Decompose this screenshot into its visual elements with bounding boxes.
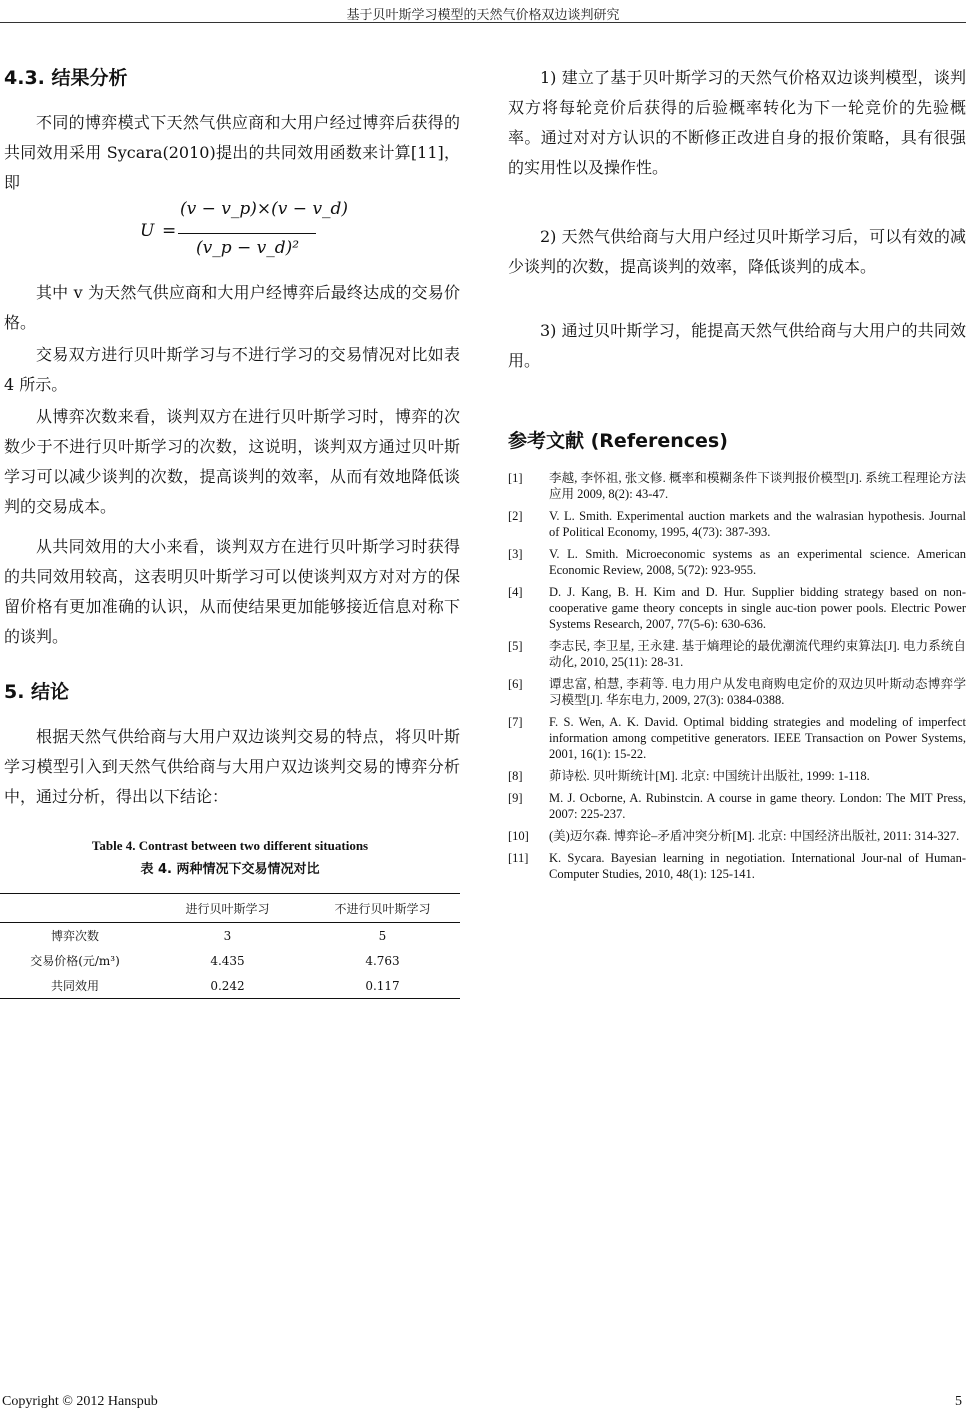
table-row xyxy=(0,948,460,973)
footer-page-number: 5 xyxy=(955,1394,962,1409)
section-4-3-title: 4.3. 结果分析 xyxy=(4,67,128,89)
reference-item: [8] 茆诗松. 贝叶斯统计[M]. 北京: 中国统计出版社, 1999: 1-118. xyxy=(508,769,870,783)
table-cell: 4.763 xyxy=(365,953,400,968)
table-header-cell: 不进行贝叶斯学习 xyxy=(305,894,460,923)
header-rule xyxy=(0,22,966,23)
table-header-row xyxy=(0,894,460,923)
table-header-cell: 进行贝叶斯学习 xyxy=(150,894,305,923)
conclusion-item-2: 2) 天然气供给商与大用户经过贝叶斯学习后，可以有效的减少谈判的次数，提高谈判的效率，降低谈判的成本。 xyxy=(508,227,966,276)
paragraph-table-ref: 交易双方进行贝叶斯学习与不进行学习的交易情况对比如表 4 所示。 xyxy=(4,345,460,394)
conclusion-item-3: 3) 通过贝叶斯学习，能提高天然气供给商与大用户的共同效用。 xyxy=(508,321,966,370)
table-cell: 共同效用 xyxy=(0,973,150,999)
paragraph-v-definition: 其中 v 为天然气供应商和大用户经博弈后最终达成的交易价格。 xyxy=(4,283,460,332)
table-cell: 0.242 xyxy=(150,973,305,999)
paragraph-conclusion-intro: 根据天然气供给商与大用户双边谈判交易的特点，将贝叶斯学习模型引入到天然气供给商与大用户双边谈判交易的博弈分析中，通过分析，得出以下结论： xyxy=(4,727,460,806)
formula-numerator: (v − v_p)×(v − v_d) xyxy=(180,199,349,219)
table-cell: 交易价格(元/m³) xyxy=(30,954,120,968)
section-5-title: 5. 结论 xyxy=(4,681,70,703)
table-caption-cn: 表 4. 两种情况下交易情况对比 xyxy=(140,862,320,877)
reference-item: [11] K. Sycara. Bayesian learning in negotiation. International Jour-nal of Human-Computer Studies, 2010, 48(1): 125-141. xyxy=(508,851,966,881)
reference-item: [4] D. J. Kang, B. H. Kim and D. Hur. Supplier bidding strategy based on non-cooperative game theory concepts in single auc-tion power pools. Electric Power Systems Research, 2007, 77(5-6): 630-636. xyxy=(508,585,966,631)
reference-item: [3] V. L. Smith. Microeconomic systems as an experimental science. American Economic Review, 2008, 5(72): 923-955. xyxy=(508,547,966,577)
table-cell: 3 xyxy=(223,928,232,943)
reference-list xyxy=(508,470,966,888)
running-header: 基于贝叶斯学习模型的天然气价格双边谈判研究 xyxy=(346,8,620,23)
comparison-table xyxy=(0,893,460,999)
conclusion-item-1: 1) 建立了基于贝叶斯学习的天然气价格双边谈判模型，谈判双方将每轮竞价后获得的后验概率转化为下一轮竞价的先验概率。通过对对方认识的不断修正改进自身的报价策略，具有很强的实用性以及操作性。 xyxy=(508,68,966,177)
table-row xyxy=(0,923,460,949)
table-cell: 博弈次数 xyxy=(50,929,99,943)
table-row xyxy=(0,973,460,999)
formula-denominator: (v_p − v_d)² xyxy=(196,238,300,258)
reference-item: [1] 李越, 李怀祖, 张文修. 概率和模糊条件下谈判报价模型[J]. 系统工程理论方法应用 2009, 8(2): 43-47. xyxy=(508,471,966,501)
reference-item: [7] F. S. Wen, A. K. David. Optimal bidding strategies and modeling of imperfect information among competitive generators. IEEE Transaction on Power Systems, 2001, 16(1): 15-22. xyxy=(508,715,966,761)
table-cell: 5 xyxy=(378,928,387,943)
table-cell: 0.117 xyxy=(305,973,460,999)
table-caption-en: Table 4. Contrast between two different situations xyxy=(91,838,369,853)
joint-utility-formula xyxy=(140,197,349,269)
fraction-bar xyxy=(178,233,316,234)
references-title: 参考文献 (References) xyxy=(508,430,728,452)
reference-item: [9] M. J. Ocborne, A. Rubinstcin. A course in game theory. London: The MIT Press, 2007: 225-237. xyxy=(508,791,966,821)
formula-lhs: U xyxy=(140,221,155,241)
reference-item: [10] (美)迈尔森. 博弈论–矛盾冲突分析[M]. 北京: 中国经济出版社, 2011: 314-327. xyxy=(508,829,960,843)
paragraph-game-count: 从博弈次数来看，谈判双方在进行贝叶斯学习时，博弈的次数少于不进行贝叶斯学习的次数，这说明，谈判双方通过贝叶斯学习可以减少谈判的次数，提高谈判的效率，从而有效地降低谈判的交易成本。 xyxy=(4,407,460,516)
table-header-cell xyxy=(0,894,150,923)
reference-item: [2] V. L. Smith. Experimental auction markets and the walrasian hypothesis. Journal of Political Economy, 1995, 4(73): 387-393. xyxy=(508,509,966,539)
reference-item: [6] 谭忠富, 柏慧, 李莉等. 电力用户从发电商购电定价的双边贝叶斯动态博弈学习模型[J]. 华东电力, 2009, 27(3): 0384-0388. xyxy=(508,677,966,707)
footer-copyright: Copyright © 2012 Hanspub xyxy=(2,1394,158,1409)
reference-item: [5] 李志民, 李卫星, 王永建. 基于熵理论的最优潮流代理约束算法[J]. 电力系统自动化, 2010, 25(11): 28-31. xyxy=(508,639,966,669)
paragraph-utility-intro: 不同的博弈模式下天然气供应商和大用户经过博弈后获得的共同效用采用 Sycara(2010)提出的共同效用函数来计算[11]，即 xyxy=(4,113,460,192)
formula-equals: = xyxy=(162,221,177,241)
paragraph-joint-utility: 从共同效用的大小来看，谈判双方在进行贝叶斯学习时获得的共同效用较高，这表明贝叶斯学习可以使谈判双方对对方的保留价格有更加准确的认识，从而使结果更加能够接近信息对称下的谈判。 xyxy=(4,537,460,646)
table-cell: 4.435 xyxy=(210,953,245,968)
